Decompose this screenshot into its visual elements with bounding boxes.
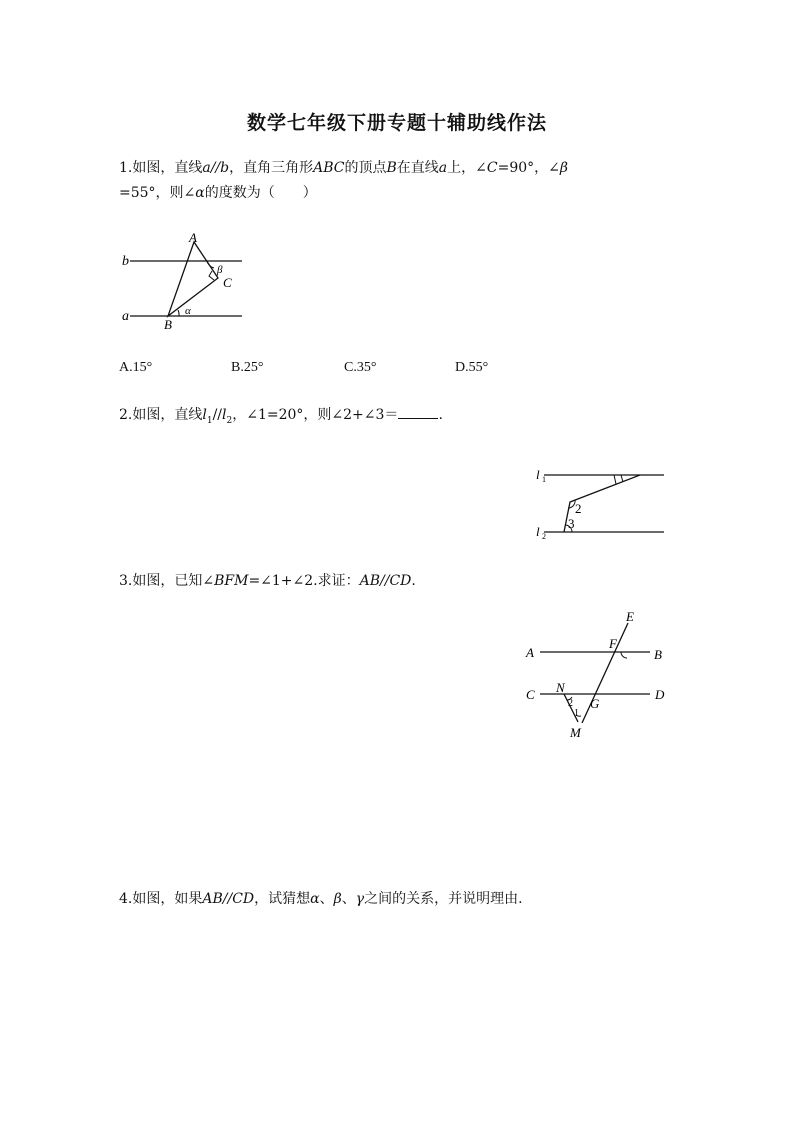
q1-figure bbox=[110, 228, 250, 338]
label-a: a bbox=[122, 309, 129, 324]
option-d[interactable]: D.55° bbox=[455, 360, 489, 375]
svg-text:1: 1 bbox=[542, 475, 546, 484]
label-N: N bbox=[556, 680, 565, 695]
label-B: B bbox=[654, 647, 662, 662]
line-em bbox=[582, 623, 628, 723]
label-b: b bbox=[122, 254, 129, 269]
label-angle-2: 2 bbox=[575, 501, 582, 516]
q2-number: 2. bbox=[119, 407, 133, 423]
right-angle-mark bbox=[209, 271, 214, 280]
label-M: M bbox=[570, 725, 581, 740]
question-4: 4.如图，如果AB//CD，试猜想α、β、γ之间的关系，并说明理由. bbox=[119, 891, 523, 907]
q1-number: 1. bbox=[119, 160, 133, 176]
label-E: E bbox=[626, 609, 634, 624]
label-angle-1: 1 bbox=[574, 708, 579, 719]
question-1-line-1: 1.如图，直线a//b，直角三角形ABC的顶点B在直线a上，∠C=90°，∠β bbox=[119, 160, 568, 176]
angle1-mark-1 bbox=[614, 475, 616, 484]
label-alpha: α bbox=[185, 305, 191, 317]
option-c[interactable]: C.35° bbox=[344, 360, 377, 375]
q2-figure bbox=[530, 462, 670, 544]
label-angle-2: 2 bbox=[568, 698, 573, 709]
label-B: B bbox=[164, 317, 172, 332]
page-title: 数学七年级下册专题十辅助线作法 bbox=[246, 112, 547, 134]
triangle-abc bbox=[168, 242, 218, 316]
q4-number: 4. bbox=[119, 891, 133, 907]
label-C: C bbox=[223, 275, 232, 290]
svg-text:2: 2 bbox=[542, 532, 546, 541]
label-A: A bbox=[526, 645, 534, 660]
option-a[interactable]: A.15° bbox=[119, 360, 153, 375]
answer-blank[interactable] bbox=[398, 404, 438, 419]
question-1-line-2: =55°，则∠α的度数为（ ） bbox=[119, 185, 317, 201]
q3-figure bbox=[520, 605, 680, 745]
label-l1: l bbox=[536, 467, 540, 482]
question-2: 2.如图，直线$l_1//l_2$，∠1=20°，则∠2+∠3＝ . bbox=[119, 404, 443, 432]
label-angle-3: 3 bbox=[568, 516, 575, 531]
label-G: G bbox=[590, 696, 600, 711]
label-F: F bbox=[609, 636, 617, 651]
angle1-mark-2 bbox=[621, 475, 623, 482]
label-D: D bbox=[655, 687, 665, 702]
angle-bfm-arc bbox=[621, 652, 627, 658]
option-b[interactable]: B.25° bbox=[231, 360, 264, 375]
alpha-arc bbox=[178, 310, 179, 316]
label-beta: β bbox=[217, 264, 223, 276]
q3-number: 3. bbox=[119, 573, 133, 589]
label-A: A bbox=[189, 230, 197, 245]
label-l2: l bbox=[536, 524, 540, 539]
label-C: C bbox=[526, 687, 535, 702]
question-3: 3.如图，已知∠BFM=∠1+∠2.求证：AB//CD. bbox=[119, 573, 416, 589]
